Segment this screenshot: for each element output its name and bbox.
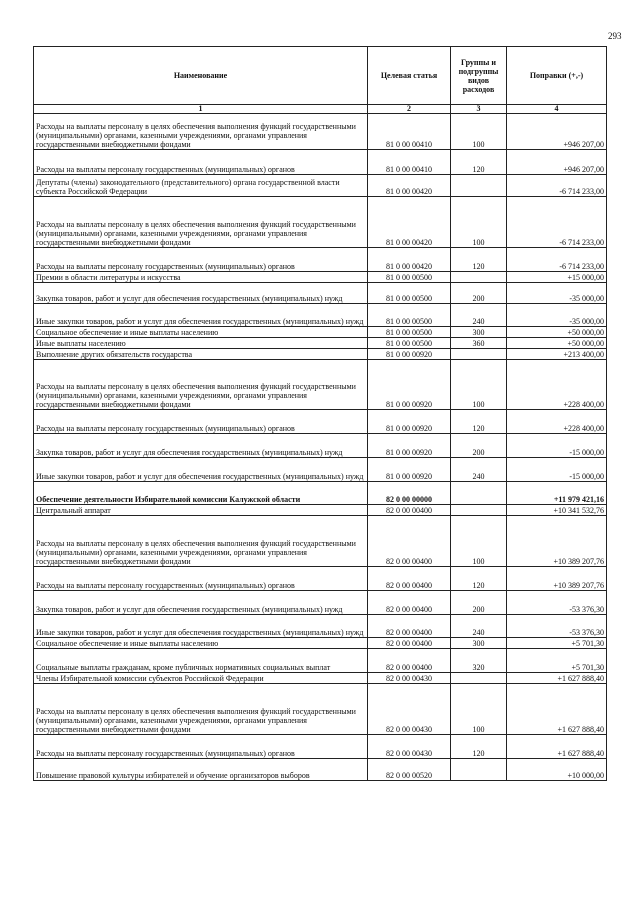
header-groups: Группы и подгруппы видов расходов [451,47,507,105]
row-name: Расходы на выплаты персоналу в целях обеспечения выполнения функций государственными (муниципальными) органами, казенными учреждениями, органами управления государственными внебюджетными фондами [34,360,368,410]
table-row [34,673,607,684]
row-name: Расходы на выплаты персоналу государственных (муниципальных) органов [34,567,368,591]
row-amount: +5 701,30 [507,638,607,649]
table-row [34,272,607,283]
row-name: Расходы на выплаты персоналу государственных (муниципальных) органов [34,735,368,759]
row-group: 200 [451,283,507,304]
row-group: 240 [451,615,507,638]
row-target-code: 82 0 00 00000 [368,482,451,505]
row-name: Обеспечение деятельности Избирательной комиссии Калужской области [34,482,368,505]
row-group: 100 [451,114,507,150]
row-group: 120 [451,150,507,175]
row-amount: -6 714 233,00 [507,248,607,272]
row-group: 100 [451,197,507,248]
table-row [34,338,607,349]
row-target-code: 81 0 00 00920 [368,349,451,360]
row-target-code: 81 0 00 00500 [368,304,451,327]
row-group: 120 [451,410,507,434]
row-group: 200 [451,434,507,458]
row-name: Расходы на выплаты персоналу в целях обеспечения выполнения функций государственными (муниципальными) органами, казенными учреждениями, органами управления государственными внебюджетными фондами [34,197,368,248]
row-amount: +1 627 888,40 [507,684,607,735]
row-amount: +1 627 888,40 [507,735,607,759]
table-row [34,458,607,482]
row-target-code: 82 0 00 00400 [368,638,451,649]
row-group: 120 [451,248,507,272]
row-amount: +11 979 421,16 [507,482,607,505]
row-group [451,349,507,360]
table-row [34,304,607,327]
row-group: 100 [451,360,507,410]
row-target-code: 81 0 00 00500 [368,283,451,304]
row-group [451,673,507,684]
row-amount: +946 207,00 [507,114,607,150]
column-number-row [34,105,607,114]
row-target-code: 81 0 00 00500 [368,272,451,283]
row-name: Социальное обеспечение и иные выплаты населению [34,638,368,649]
row-group: 320 [451,649,507,673]
row-name: Выполнение других обязательств государства [34,349,368,360]
row-target-code: 82 0 00 00430 [368,673,451,684]
table-row [34,516,607,567]
row-name: Центральный аппарат [34,505,368,516]
header-name: Наименование [34,47,368,105]
row-group: 240 [451,304,507,327]
row-name: Закупка товаров, работ и услуг для обеспечения государственных (муниципальных) нужд [34,591,368,615]
table-row [34,567,607,591]
row-target-code: 81 0 00 00920 [368,410,451,434]
row-target-code: 82 0 00 00400 [368,567,451,591]
row-amount: +228 400,00 [507,410,607,434]
table-row [34,505,607,516]
row-amount: +10 341 532,76 [507,505,607,516]
row-group [451,482,507,505]
table-row [34,735,607,759]
row-group [451,272,507,283]
row-amount: -15 000,00 [507,458,607,482]
row-amount: +10 389 207,76 [507,516,607,567]
row-target-code: 81 0 00 00420 [368,248,451,272]
row-group: 100 [451,684,507,735]
table-row [34,482,607,505]
row-target-code: 81 0 00 00410 [368,114,451,150]
row-target-code: 82 0 00 00400 [368,649,451,673]
row-target-code: 81 0 00 00420 [368,175,451,197]
row-target-code: 82 0 00 00400 [368,591,451,615]
row-group: 200 [451,591,507,615]
row-target-code: 82 0 00 00400 [368,615,451,638]
row-target-code: 81 0 00 00920 [368,458,451,482]
row-name: Премии в области литературы и искусства [34,272,368,283]
column-number: 4 [507,105,607,114]
row-target-code: 81 0 00 00420 [368,197,451,248]
row-name: Повышение правовой культуры избирателей и обучение организаторов выборов [34,759,368,781]
row-name: Иные закупки товаров, работ и услуг для обеспечения государственных (муниципальных) нужд [34,304,368,327]
row-amount: +228 400,00 [507,360,607,410]
row-name: Расходы на выплаты персоналу государственных (муниципальных) органов [34,150,368,175]
row-amount: -53 376,30 [507,615,607,638]
row-target-code: 82 0 00 00400 [368,505,451,516]
table-row [34,360,607,410]
row-group [451,759,507,781]
row-amount: -35 000,00 [507,304,607,327]
row-group: 240 [451,458,507,482]
table-header-row [34,47,607,105]
column-number: 1 [34,105,368,114]
table-row [34,150,607,175]
row-amount: +10 000,00 [507,759,607,781]
row-target-code: 81 0 00 00920 [368,434,451,458]
row-target-code: 81 0 00 00500 [368,327,451,338]
row-amount: -6 714 233,00 [507,175,607,197]
table-row [34,638,607,649]
table-row [34,248,607,272]
row-amount: -35 000,00 [507,283,607,304]
table-row [34,591,607,615]
row-group [451,175,507,197]
row-target-code: 82 0 00 00430 [368,735,451,759]
row-name: Иные закупки товаров, работ и услуг для обеспечения государственных (муниципальных) нужд [34,458,368,482]
row-target-code: 82 0 00 00520 [368,759,451,781]
row-group: 120 [451,567,507,591]
row-group: 100 [451,516,507,567]
row-name: Социальное обеспечение и иные выплаты населению [34,327,368,338]
row-target-code: 81 0 00 00410 [368,150,451,175]
column-number: 3 [451,105,507,114]
row-group: 300 [451,638,507,649]
row-amount: +213 400,00 [507,349,607,360]
header-amount: Поправки (+,-) [507,47,607,105]
row-amount: +15 000,00 [507,272,607,283]
row-name: Иные выплаты населению [34,338,368,349]
row-amount: +50 000,00 [507,338,607,349]
row-name: Иные закупки товаров, работ и услуг для обеспечения государственных (муниципальных) нужд [34,615,368,638]
table-row [34,434,607,458]
header-target: Целевая статья [368,47,451,105]
column-number: 2 [368,105,451,114]
table-row [34,349,607,360]
row-target-code: 82 0 00 00400 [368,516,451,567]
row-group [451,505,507,516]
row-name: Члены Избирательной комиссии субъектов Российской Федерации [34,673,368,684]
row-amount: +946 207,00 [507,150,607,175]
row-name: Расходы на выплаты персоналу в целях обеспечения выполнения функций государственными (муниципальными) органами, казенными учреждениями, органами управления государственными внебюджетными фондами [34,114,368,150]
row-name: Расходы на выплаты персоналу в целях обеспечения выполнения функций государственными (муниципальными) органами, казенными учреждениями, органами управления государственными внебюджетными фондами [34,684,368,735]
row-amount: -53 376,30 [507,591,607,615]
row-target-code: 81 0 00 00500 [368,338,451,349]
row-group: 300 [451,327,507,338]
table-row [34,649,607,673]
row-target-code: 81 0 00 00920 [368,360,451,410]
row-amount: +10 389 207,76 [507,567,607,591]
table-row [34,283,607,304]
table-row [34,175,607,197]
row-amount: -15 000,00 [507,434,607,458]
row-name: Депутаты (члены) законодательного (представительного) органа государственной власти субъекта Российской Федерации [34,175,368,197]
table-row [34,410,607,434]
row-name: Расходы на выплаты персоналу в целях обеспечения выполнения функций государственными (муниципальными) органами, казенными учреждениями, органами управления государственными внебюджетными фондами [34,516,368,567]
row-name: Расходы на выплаты персоналу государственных (муниципальных) органов [34,410,368,434]
row-name: Расходы на выплаты персоналу государственных (муниципальных) органов [34,248,368,272]
table-row [34,197,607,248]
table-row [34,759,607,781]
budget-amendments-table [33,46,607,781]
row-amount: +1 627 888,40 [507,673,607,684]
table-row [34,684,607,735]
page-number: 293 [608,31,622,41]
row-amount: +50 000,00 [507,327,607,338]
table-row [34,615,607,638]
row-group: 360 [451,338,507,349]
table-row [34,327,607,338]
row-amount: +5 701,30 [507,649,607,673]
row-name: Закупка товаров, работ и услуг для обеспечения государственных (муниципальных) нужд [34,283,368,304]
row-name: Закупка товаров, работ и услуг для обеспечения государственных (муниципальных) нужд [34,434,368,458]
row-name: Социальные выплаты гражданам, кроме публичных нормативных социальных выплат [34,649,368,673]
table-row [34,114,607,150]
row-target-code: 82 0 00 00430 [368,684,451,735]
row-amount: -6 714 233,00 [507,197,607,248]
row-group: 120 [451,735,507,759]
